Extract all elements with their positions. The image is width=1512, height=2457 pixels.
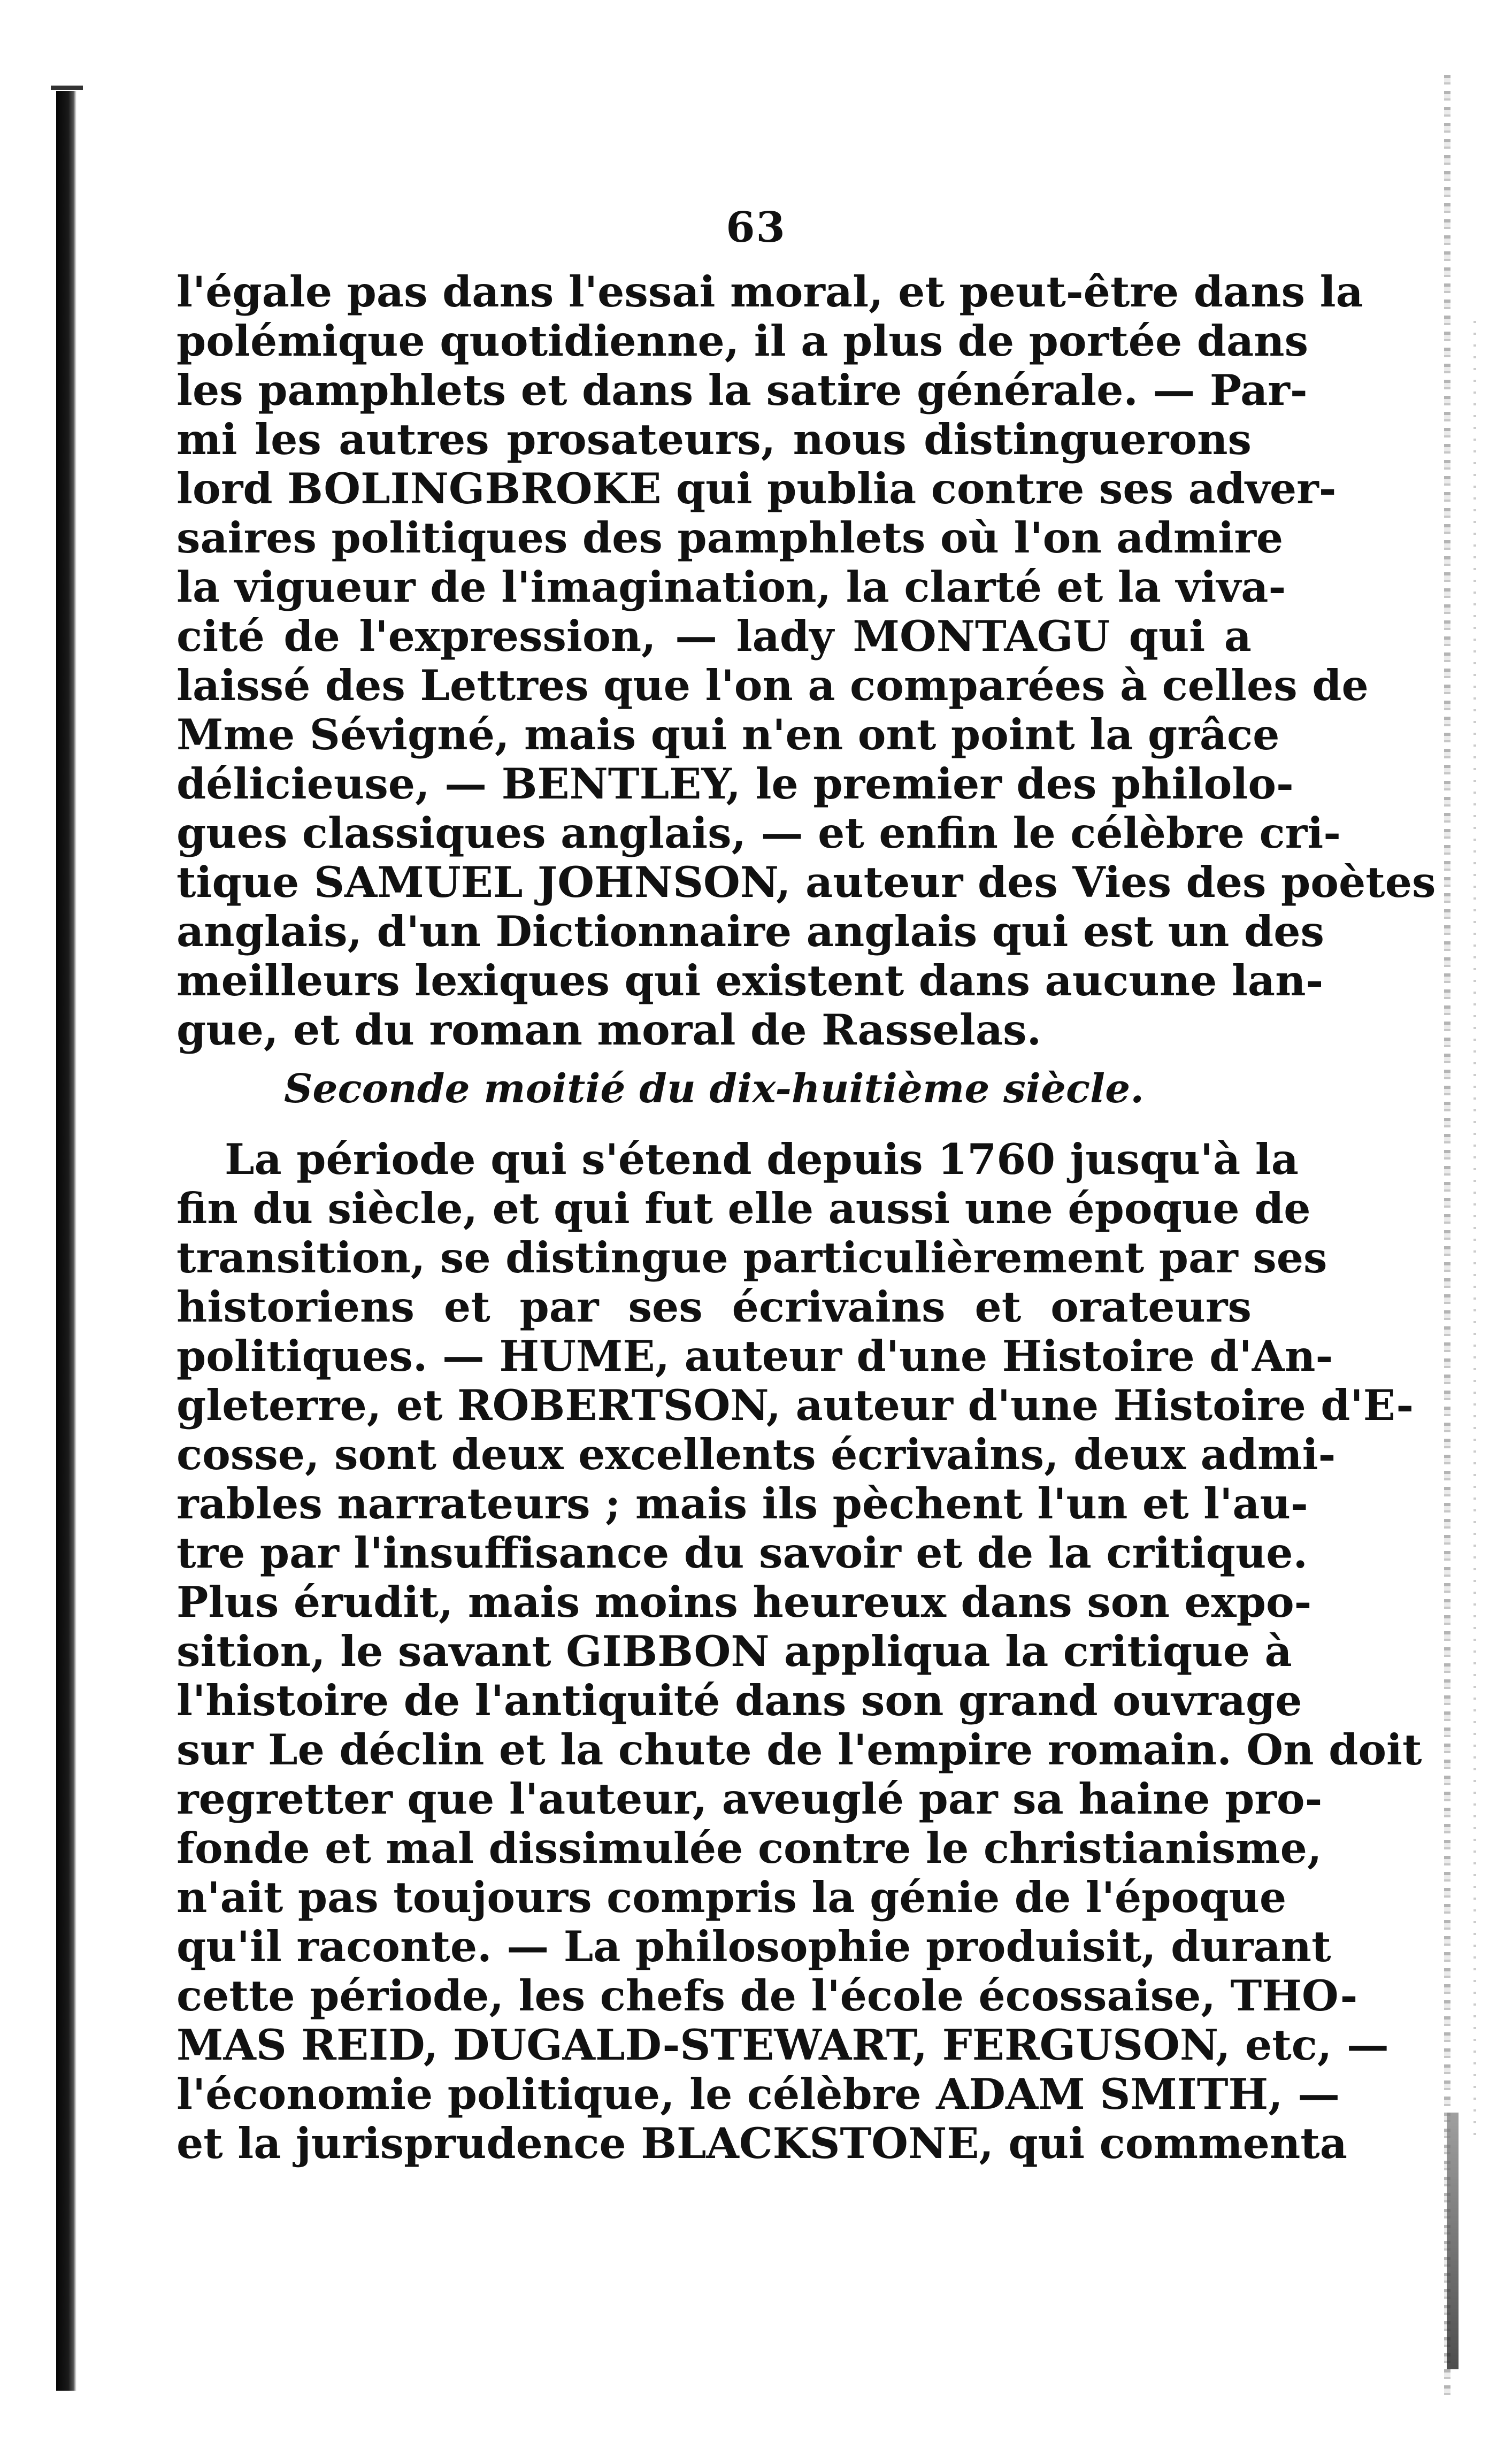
text-line: l'économie politique, le célèbre ADAM SMITH, —	[176, 2069, 1340, 2119]
text-line: polémique quotidienne, il a plus de portée dans	[176, 316, 1309, 366]
text-line: l'histoire de l'antiquité dans son grand ouvrage	[176, 1676, 1302, 1725]
binding-shadow	[56, 91, 76, 2391]
text-line: gues classiques anglais, — et enfin le célèbre cri-	[176, 808, 1341, 858]
page-number: 63	[726, 203, 786, 252]
text-line: cité de l'expression, — lady MONTAGU qui a	[176, 611, 1252, 661]
text-line: qu'il raconte. — La philosophie produisit, durant	[176, 1922, 1331, 1971]
text-line: tre par l'insuffisance du savoir et de la critique.	[176, 1528, 1308, 1578]
page-edge-noise-secondary	[1473, 321, 1476, 2139]
text-line: délicieuse, — BENTLEY, le premier des philolo-	[176, 759, 1294, 809]
text-line: historiens et par ses écrivains et orateurs	[176, 1282, 1252, 1332]
text-line: sition, le savant GIBBON appliqua la critique à	[176, 1626, 1292, 1676]
text-line: fonde et mal dissimulée contre le christianisme,	[176, 1823, 1322, 1873]
text-line: Mme Sévigné, mais qui n'en ont point la grâce	[176, 710, 1280, 759]
text-line: lord BOLINGBROKE qui publia contre ses adver-	[176, 464, 1337, 513]
text-line: anglais, d'un Dictionnaire anglais qui est un des	[176, 907, 1324, 956]
page-edge-noise	[1444, 75, 1450, 2401]
text-line: fin du siècle, et qui fut elle aussi une époque de	[176, 1184, 1311, 1233]
section-heading: Seconde moitié du dix-huitième siècle.	[283, 1066, 1145, 1112]
text-line: saires politiques des pamphlets où l'on admire	[176, 513, 1284, 563]
text-line: gleterre, et ROBERTSON, auteur d'une Histoire d'E-	[176, 1380, 1414, 1430]
text-line: mi les autres prosateurs, nous distinguerons	[176, 414, 1252, 464]
page-body	[176, 267, 1436, 2168]
text-line: cette période, les chefs de l'école écossaise, THO-	[176, 1971, 1358, 2021]
text-line: tique SAMUEL JOHNSON, auteur des Vies des poètes	[176, 857, 1436, 907]
text-line: la vigueur de l'imagination, la clarté et la viva-	[176, 562, 1286, 612]
text-line: l'égale pas dans l'essai moral, et peut-être dans la	[176, 267, 1363, 317]
text-line: rables narrateurs ; mais ils pèchent l'un et l'au-	[176, 1479, 1308, 1529]
text-line: La période qui s'étend depuis 1760 jusqu'à la	[225, 1134, 1299, 1184]
text-line: politiques. — HUME, auteur d'une Histoire d'An-	[176, 1331, 1333, 1381]
binding-shadow-top	[51, 86, 83, 90]
text-line: meilleurs lexiques qui existent dans aucune lan-	[176, 956, 1324, 1005]
text-line: et la jurisprudence BLACKSTONE, qui commenta	[176, 2118, 1347, 2168]
text-line: n'ait pas toujours compris la génie de l'époque	[176, 1872, 1287, 1922]
text-line: Plus érudit, mais moins heureux dans son expo-	[176, 1577, 1312, 1627]
text-line: sur Le déclin et la chute de l'empire romain. On doit	[176, 1725, 1422, 1775]
page-edge-shadow	[1447, 2113, 1459, 2369]
text-line: transition, se distingue particulièrement par ses	[176, 1233, 1327, 1283]
text-line: les pamphlets et dans la satire générale. — Par-	[176, 365, 1308, 415]
text-line: cosse, sont deux excellents écrivains, deux admi-	[176, 1430, 1336, 1479]
text-line: laissé des Lettres que l'on a comparées à celles de	[176, 661, 1369, 710]
text-line: MAS REID, DUGALD-STEWART, FERGUSON, etc, —	[176, 2020, 1389, 2070]
text-line: regretter que l'auteur, aveuglé par sa haine pro-	[176, 1774, 1323, 1824]
text-line: gue, et du roman moral de Rasselas.	[176, 1005, 1042, 1055]
